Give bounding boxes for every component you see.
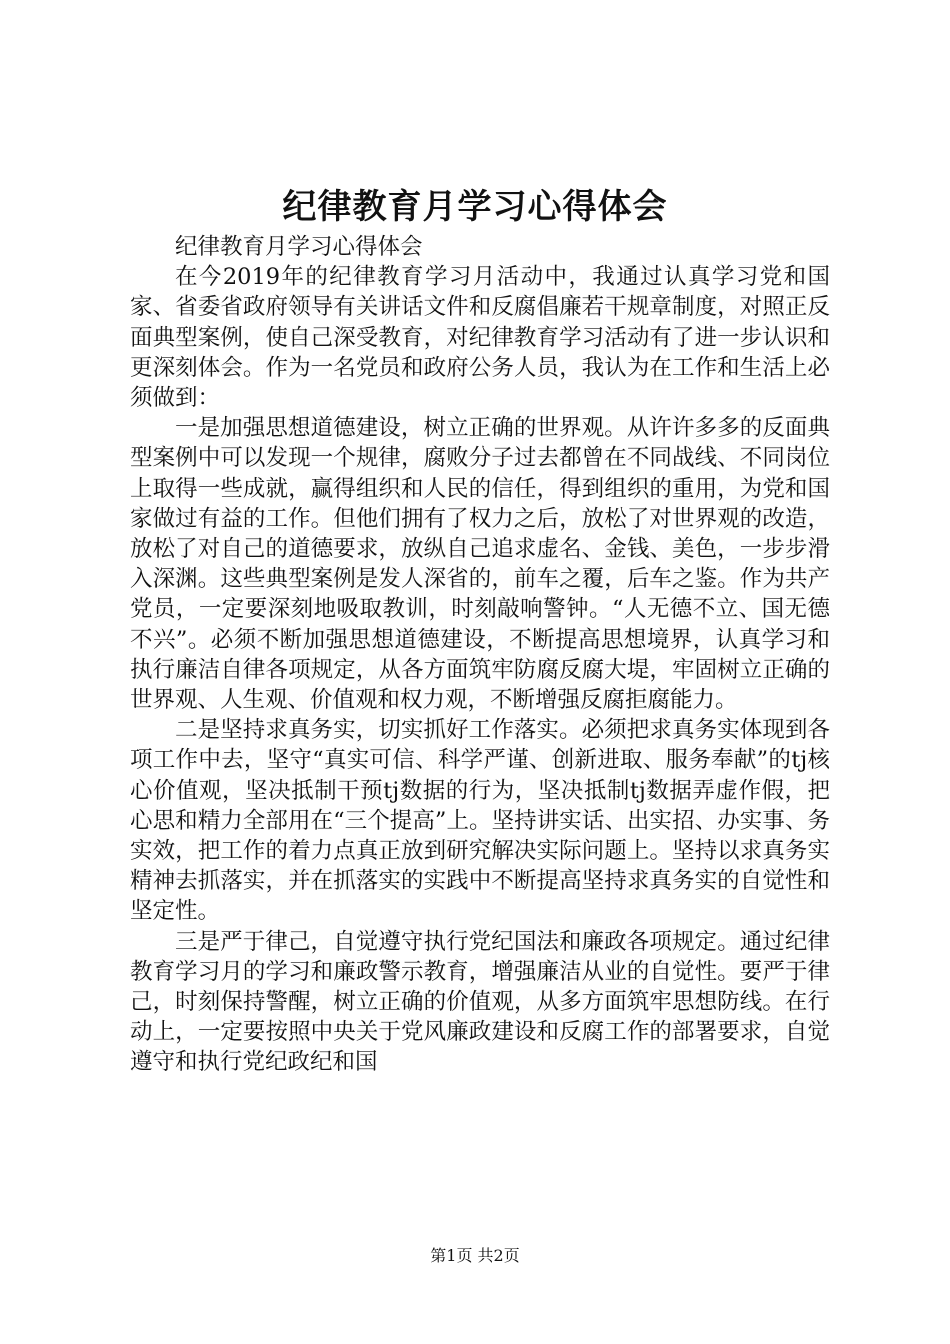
paragraph-point-three: 三是严于律己，自觉遵守执行党纪国法和廉政各项规定。通过纪律教育学习月的学习和廉政警示教育，增强廉洁从业的自觉性。要严于律己，时刻保持警醒，树立正确的价值观，从多方面筑牢思想防线。在行动上，一定要按照中央关于党风廉政建设和反腐工作的部署要求，自觉遵守和执行党纪政纪和国 xyxy=(130,928,830,1076)
document-body xyxy=(130,232,830,1078)
document-title: 纪律教育月学习心得体会 xyxy=(282,187,668,227)
paragraph-subtitle: 纪律教育月学习心得体会 xyxy=(175,234,423,260)
paragraph-point-two: 二是坚持求真务实，切实抓好工作落实。必须把求真务实体现到各项工作中去，坚守“真实可信、科学严谨、创新进取、服务奉献”的tj核心价值观，坚决抵制干预tj数据的行为，坚决抵制tj数据弄虚作假，把心思和精力全部用在“三个提高”上。坚持讲实话、出实招、办实事、务实效，把工作的着力点真正放到研究解决实际问题上。坚持以求真务实精神去抓落实，并在抓落实的实践中不断提高坚持求真务实的自觉性和坚定性。 xyxy=(130,717,830,925)
paragraph-intro: 在今2019年的纪律教育学习月活动中，我通过认真学习党和国家、省委省政府领导有关讲话文件和反腐倡廉若干规章制度，对照正反面典型案例，使自己深受教育，对纪律教育学习活动有了进一步认识和更深刻体会。作为一名党员和政府公务人员，我认为在工作和生活上必须做到： xyxy=(130,264,830,412)
page-footer: 第1页 共2页 xyxy=(430,1246,520,1265)
paragraph-point-one: 一是加强思想道德建设，树立正确的世界观。从许许多多的反面典型案例中可以发现一个规律，腐败分子过去都曾在不同战线、不同岗位上取得一些成就，赢得组织和人民的信任，得到组织的重用，为党和国家做过有益的工作。但他们拥有了权力之后，放松了对世界观的改造，放松了对自己的道德要求，放纵自己追求虚名、金钱、美色，一步步滑入深渊。这些典型案例是发人深省的，前车之覆，后车之鉴。作为共产党员，一定要深刻地吸取教训，时刻敲响警钟。“人无德不立、国无德不兴”。必须不断加强思想道德建设，不断提高思想境界，认真学习和执行廉洁自律各项规定，从各方面筑牢防腐反腐大堤，牢固树立正确的世界观、人生观、价值观和权力观，不断增强反腐拒腐能力。 xyxy=(130,415,830,714)
